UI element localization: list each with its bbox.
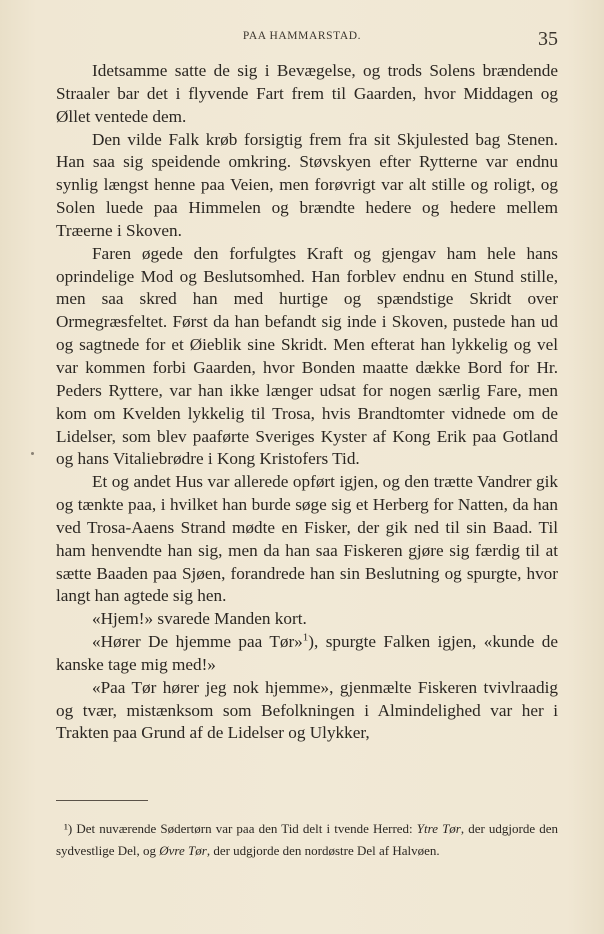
footnote-term: Ytre Tør	[416, 821, 461, 836]
footnote-text: Det nuværende Sødertørn var paa den Tid delt i tvende Herred:	[76, 821, 413, 836]
paragraph: Den vilde Falk krøb forsigtig frem fra sit Skjulested bag Stenen. Han saa sig speidende omkring. Støvskyen efter Rytterne var endnu synlig længst henne paa Veien, men forøvrigt var alt stille og roligt, og Solen luede paa Himmelen og brændte hedere og hedere mellem Træerne i Skoven.	[56, 129, 558, 240]
page-number: 35	[538, 28, 558, 50]
paragraph: «Hjem!» svarede Manden kort.	[92, 609, 307, 629]
paragraph: Idetsamme satte de sig i Bevægelse, og trods Solens brændende Straaler bar det i flyvende Fart frem til Gaarden, hvor Middagen og Øllet ventede dem.	[56, 61, 558, 126]
footnote	[56, 818, 558, 861]
paragraph: Faren øgede den forfulgtes Kraft og gjengav ham hele hans oprindelige Mod og Beslutsomhed. Han forblev endnu en Stund stille, men saa skred han med hurtige og spændstige Skridt over Ormegræsfeltet. Først da han befandt sig inde i Skoven, pustede han ud og sagtnede for et Øieblik sine Skridt. Men efterat han lykkelig og vel var kommen forbi Gaarden, hvor Bonden maatte dække Bord for Hr. Peders Ryttere, var han ikke længer udsat for nogen særlig Fare, men kom om Kvelden lykkelig til Trosa, hvis Brandtomter vidnede om de Lidelser, som blev paaførte Sveriges Kyster af Kong Erik paa Gotland og hans Vitaliebrødre i Kong Kristofers Tid.	[56, 243, 558, 469]
footnote-divider	[56, 800, 148, 801]
paragraph: Et og andet Hus var allerede opført igjen, og den trætte Vandrer gik og tænkte paa, i hvilket han burde søge sig et Herberg for Natten, da han ved Trosa-Aaens Strand mødte en Fisker, der gik ned til sin Baad. Til ham henvendte han sig, men da han saa Fiskeren gjøre sig færdig til at sætte Baaden paa Sjøen, forandrede han sin Beslutning og spurgte, hvor langt han agtede sig hen.	[56, 472, 558, 606]
footnote-marker: ¹)	[64, 821, 73, 836]
dialogue-text: «Hører De hjemme paa Tør»	[92, 632, 303, 652]
paragraph: «Paa Tør hører jeg nok hjemme», gjenmælte Fiskeren tvivlraadig og tvær, mistænksom som Befolkningen i Almindelighed var her i Trakten paa Grund af de Lidelser og Ulykker,	[56, 677, 558, 743]
running-header: PAA HAMMARSTAD.	[242, 30, 362, 42]
footnote-reference[interactable]: 1	[302, 631, 309, 644]
paper-speck	[31, 452, 34, 455]
dialogue-text: ), spurgte Falken igjen, «kunde de kanske tage mig med!»	[56, 632, 558, 674]
paragraph	[56, 631, 558, 677]
footnote-term: Øvre Tør	[159, 842, 207, 858]
body-text	[56, 60, 558, 745]
footnote-text: , der udgjorde den nordøstre Del af Halvøen.	[206, 842, 440, 858]
footnote-text: , der udgjorde den sydvestlige Del, og	[56, 821, 559, 858]
